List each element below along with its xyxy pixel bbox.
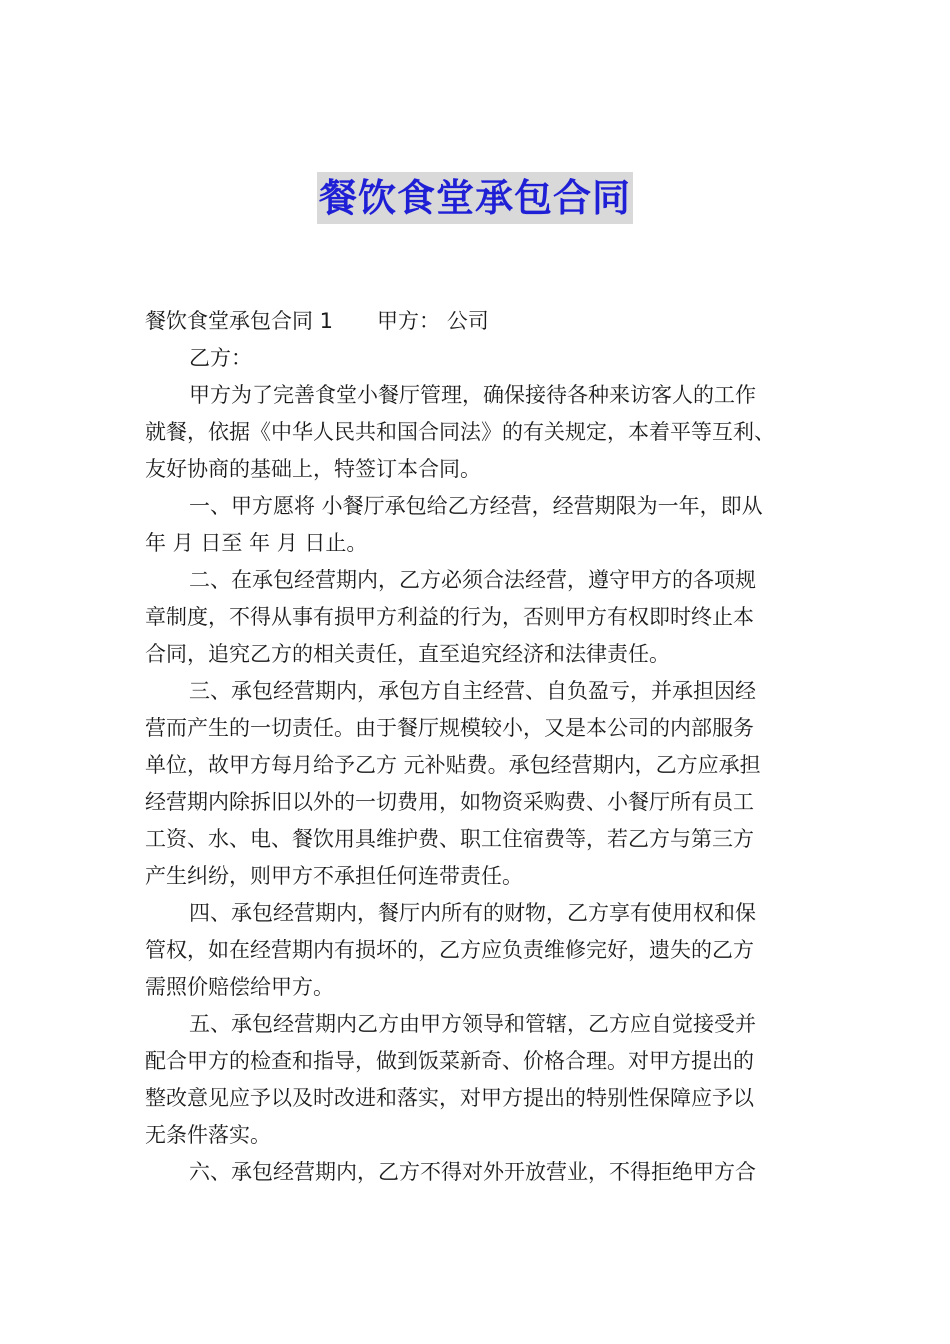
party-b-label: 乙方： bbox=[189, 346, 252, 370]
party-a-label: 甲方： bbox=[377, 309, 441, 333]
clause-4 bbox=[145, 895, 810, 1006]
paragraph-line: 四、承包经营期内，餐厅内所有的财物，乙方享有使用权和保 bbox=[189, 901, 756, 925]
clause-3 bbox=[145, 673, 810, 895]
paragraph-line: 五、承包经营期内乙方由甲方领导和管辖，乙方应自觉接受并 bbox=[189, 1012, 756, 1036]
paragraph-line: 一、甲方愿将 小餐厅承包给乙方经营，经营期限为一年，即从 bbox=[189, 494, 763, 518]
header-line bbox=[145, 303, 810, 340]
paragraph-line: 甲方为了完善食堂小餐厅管理，确保接待各种来访客人的工作 bbox=[189, 383, 756, 407]
paragraph-line: 配合甲方的检查和指导，做到饭菜新奇、价格合理。对甲方提出的 bbox=[145, 1049, 754, 1073]
document-title: 餐饮食堂承包合同 bbox=[317, 172, 633, 224]
paragraph-line: 单位，故甲方每月给予乙方 元补贴费。承包经营期内，乙方应承担 bbox=[145, 753, 761, 777]
paragraph-intro bbox=[145, 377, 810, 488]
clause-1 bbox=[145, 488, 810, 562]
paragraph-line: 产生纠纷，则甲方不承担任何连带责任。 bbox=[145, 864, 523, 888]
paragraph-line: 合同，追究乙方的相关责任，直至追究经济和法律责任。 bbox=[145, 642, 670, 666]
paragraph-line: 三、承包经营期内，承包方自主经营、自负盈亏，并承担因经 bbox=[189, 679, 756, 703]
document-body bbox=[145, 303, 810, 1191]
paragraph-line: 无条件落实。 bbox=[145, 1123, 271, 1147]
contract-heading: 餐饮食堂承包合同 1 bbox=[145, 309, 334, 333]
paragraph-line: 工资、水、电、餐饮用具维护费、职工住宿费等，若乙方与第三方 bbox=[145, 827, 754, 851]
paragraph-line: 管权，如在经营期内有损坏的，乙方应负责维修完好，遗失的乙方 bbox=[145, 938, 754, 962]
party-b-line bbox=[145, 340, 810, 377]
title-container bbox=[0, 172, 950, 224]
clause-5 bbox=[145, 1006, 810, 1154]
paragraph-line: 年 月 日至 年 月 日止。 bbox=[145, 531, 368, 555]
paragraph-line: 经营期内除拆旧以外的一切费用，如物资采购费、小餐厅所有员工 bbox=[145, 790, 754, 814]
paragraph-line: 友好协商的基础上，特签订本合同。 bbox=[145, 457, 481, 481]
clause-6 bbox=[145, 1154, 810, 1191]
paragraph-line: 章制度，不得从事有损甲方利益的行为，否则甲方有权即时终止本 bbox=[145, 605, 754, 629]
paragraph-line: 六、承包经营期内，乙方不得对外开放营业，不得拒绝甲方合 bbox=[189, 1160, 756, 1184]
clause-2 bbox=[145, 562, 810, 673]
paragraph-line: 营而产生的一切责任。由于餐厅规模较小，又是本公司的内部服务 bbox=[145, 716, 754, 740]
paragraph-line: 整改意见应予以及时改进和落实，对甲方提出的特别性保障应予以 bbox=[145, 1086, 754, 1110]
paragraph-line: 需照价赔偿给甲方。 bbox=[145, 975, 334, 999]
paragraph-line: 二、在承包经营期内，乙方必须合法经营，遵守甲方的各项规 bbox=[189, 568, 756, 592]
party-a-value: 公司 bbox=[446, 309, 489, 333]
paragraph-line: 就餐，依据《中华人民共和国合同法》的有关规定，本着平等互利、 bbox=[145, 420, 775, 444]
